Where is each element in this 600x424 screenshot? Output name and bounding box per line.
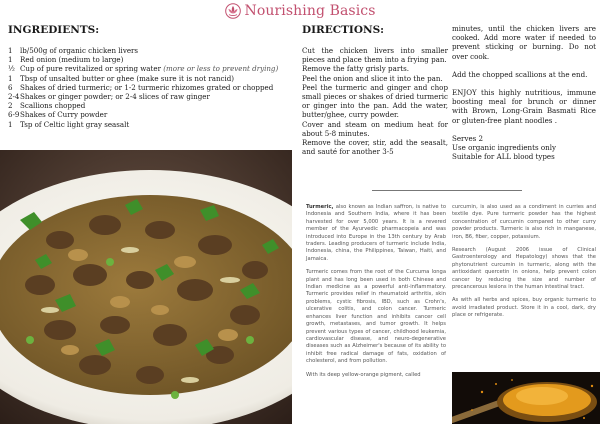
turmeric-spoon-illustration (452, 372, 600, 424)
ingredient-text: lb/500g of organic chicken livers (20, 46, 139, 55)
ingredient-item (8, 120, 298, 129)
direction-step: Cut the chicken livers into smaller pieces and place them into a frying pan. (302, 46, 448, 65)
ingredient-text: Shakes of dried turmeric; or 1-2 turmeric rhizomes grated or chopped (20, 82, 274, 92)
ingredient-note: (more or less to prevent drying) (163, 64, 279, 74)
serves-label: Serves 2 (452, 133, 484, 143)
article-paragraph: With its deep yellow-orange pigment, called (306, 371, 421, 378)
article-keyword: Turmeric, (306, 204, 334, 210)
ingredient-item (8, 74, 298, 83)
brand-name: Nourishing Basics (244, 3, 376, 19)
ingredient-text: Cup of pure revitalized or spring water (20, 64, 164, 74)
ingredients-heading: INGREDIENTS: (8, 24, 100, 36)
ingredient-qty: 1 (8, 73, 13, 83)
ingredient-qty: 1 (8, 55, 13, 65)
ingredient-item (8, 92, 298, 101)
ingredient-item (8, 64, 298, 73)
ingredient-text: Scallions chopped (20, 101, 86, 111)
article-column-left (306, 204, 446, 385)
ingredient-item (8, 55, 298, 64)
curry-dish-illustration (0, 150, 292, 424)
direction-step: Cover and steam on medium heat for about 5-8 minutes. (302, 119, 448, 138)
direction-step: Peel the turmeric and ginger and chop small pieces or shakes of dried turmeric or ginger into the pan. Add the water, butter/ghee, curry powder. (302, 82, 448, 120)
ingredients-section (8, 24, 298, 129)
ingredient-text: Red onion (medium to large) (20, 55, 124, 65)
ingredient-qty: 2 (8, 101, 13, 111)
brand-header (0, 2, 600, 20)
ingredients-list (8, 46, 298, 129)
ingredient-item (8, 110, 298, 119)
serves-note: Use organic ingredients only (452, 143, 556, 153)
curry-dish-photo (0, 150, 292, 424)
directions-heading: DIRECTIONS: (302, 24, 385, 36)
ingredient-qty: 2-4 (8, 92, 20, 102)
direction-step: Peel the onion and slice it into the pan. (302, 73, 443, 83)
article-paragraph: As with all herbs and spices, buy organic turmeric to avoid irradiated product. Store it in a cool, dark, dry place or refrigerate. (452, 297, 596, 319)
direction-step: Remove the cover, stir, add the seasalt, and sauté for another 3-5 (302, 138, 448, 157)
ingredient-qty: 1 (8, 119, 13, 129)
enjoy-note: ENJOY this highly nutritious, immune boosting meal for brunch or dinner with Brown, Long-Grain Basmati Rice or gluten-free plant noodles . (452, 88, 596, 125)
ingredient-item (8, 101, 298, 110)
ingredient-qty: ½ (8, 64, 15, 74)
turmeric-spoon-photo (452, 372, 600, 424)
serves-block (452, 134, 596, 162)
direction-step: Add the chopped scallions at the end. (452, 69, 588, 79)
ingredient-item (8, 46, 298, 55)
article-paragraph: Research (August 2006 issue of Clinical Gastroenterology and Hepatology) shows that the phytonutrient curcumin in turmeric, along with the antioxidant quercetin in onions, help prevent colon cancer by reducing the size and number of precancerous lesions in the human intestinal tract. (452, 247, 596, 291)
direction-step: Remove the fatty grisly parts. (302, 64, 409, 74)
ingredient-qty: 6 (8, 82, 13, 92)
ingredient-qty: 1 (8, 46, 13, 55)
article-paragraph: Turmeric, also known as Indian saffron, is native to Indonesia and Southern India, where it has been harvested for over 5,000 years. It is a revered member of the Ayurvedic pharmacopeia and was introduced into Europe in the 13th century by Arab traders. Leading producers of turmeric include India, Indonesia, china, the Philippines, Taiwan, Haiti, and Jamaica. (306, 204, 446, 262)
article-paragraph: Turmeric comes from the root of the Curcuma longa plant and has long been used in both Chinese and Indian medicine as a powerful anti-inflammatory. Turmeric provides relief in rheumatoid arthritis, skin problems, cystic fibrosis, IBD, such as Crohn's, ulcerative colitis, and colon cancer. Turmeric enhances liver function and inhibits cancer cell growth, metastases, and tumor growth. It helps prevent various types of cancer, childhood leukemia, cardiovascular disease, and neuro-degenerative diseases such as Alzheimer's because of its ability to inhibit free radical damage of fats, oxidation of cholesterol, and from pollution. (306, 269, 446, 365)
serves-note: Suitable for ALL blood types (452, 152, 555, 162)
directions-section (302, 24, 448, 156)
ingredient-text: Tbsp of unsalted butter or ghee (make sure it is not rancid) (20, 73, 235, 83)
ingredient-qty: 6-9 (8, 110, 20, 120)
ingredient-text: Tsp of Celtic light gray seasalt (20, 119, 130, 129)
article-paragraph: curcumin, is also used as a condiment in curries and textile dye. Pure turmeric powder has the highest concentration of curcumin compared to other curry powder products. Turmeric is also rich in manganese, iron, B6, fiber, copper, potassium. (452, 204, 596, 240)
ingredient-item (8, 83, 298, 92)
directions-continued (452, 24, 596, 161)
ingredient-text: Shakes of Curry powder (20, 110, 108, 120)
lotus-logo-icon (225, 3, 241, 19)
direction-step: minutes, until the chicken livers are cooked. Add more water if needed to prevent sticking or burning. Do not over cook. (452, 24, 596, 61)
article-column-right (452, 204, 596, 326)
section-divider (372, 190, 522, 191)
ingredient-text: Shakes or ginger powder; or 2-4 slices of raw ginger (20, 92, 210, 102)
